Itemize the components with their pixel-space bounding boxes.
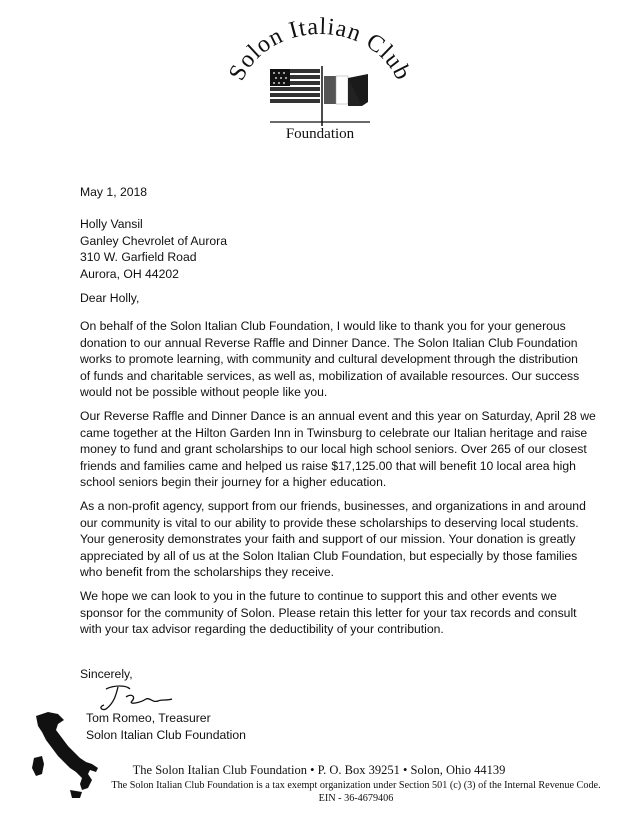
paragraph-line: appreciated by all of us at the Solon Italian Club Foundation, but especially by those families — [80, 548, 578, 563]
logo-arc-text: Solon Italian Club — [223, 14, 417, 85]
letter-date: May 1, 2018 — [80, 185, 148, 199]
paragraph-line: our community is vital to our ability to provide these scholarships to deserving local students. — [80, 515, 579, 530]
paragraph-4 — [80, 588, 577, 638]
flags-icon — [270, 66, 368, 126]
paragraph-line: school seniors begin their journey for a higher education. — [80, 475, 387, 490]
paragraph-line: works to promote learning, with community and cultural development through the distribution — [80, 352, 578, 367]
signer-name: Tom Romeo, Treasurer — [86, 711, 211, 725]
signer-block — [86, 710, 246, 743]
signature-icon — [96, 683, 176, 713]
paragraph-1 — [80, 318, 579, 401]
logo-subtitle: Foundation — [285, 126, 355, 142]
paragraph-line: of funds and charitable services, as well as, mobilization of available resources. Our success — [80, 368, 580, 383]
paragraph-line: came together at the Hilton Garden Inn in Twinsburg to celebrate our Italian heritage and raise — [80, 425, 588, 440]
paragraph-line: On behalf of the Solon Italian Club Foundation, I would like to thank you for your generous — [80, 319, 566, 333]
closing: Sincerely, — [80, 667, 133, 681]
paragraph-line: Our Reverse Raffle and Dinner Dance is an annual event and this year on Saturday, April 28 we — [80, 409, 596, 423]
footer-address: The Solon Italian Club Foundation • P. O. Box 39251 • Solon, Ohio 44139 — [132, 763, 506, 777]
paragraph-line: who benefit from the scholarships they receive. — [80, 565, 335, 580]
recipient-name: Holly Vansil — [80, 217, 143, 231]
salutation: Dear Holly, — [80, 291, 140, 305]
footer-tax-line: The Solon Italian Club Foundation is a tax exempt organization under Section 501 (c) (3) of the Internal Revenue Code. — [111, 780, 601, 791]
footer-ein: EIN - 36-4679406 — [318, 792, 394, 804]
paragraph-line: Your generosity demonstrates your faith and support of our mission. Your donation is greatly — [80, 532, 576, 547]
recipient-street: 310 W. Garfield Road — [80, 250, 197, 265]
signer-organization: Solon Italian Club Foundation — [86, 727, 246, 742]
footer-tax-info — [96, 780, 616, 805]
recipient-city: Aurora, OH 44202 — [80, 266, 179, 281]
paragraph-2 — [80, 408, 596, 491]
paragraph-line: We hope we can look to you in the future to continue to support this and other events we — [80, 589, 557, 603]
recipient-company: Ganley Chevrolet of Aurora — [80, 233, 228, 248]
paragraph-line: sponsor for the community of Solon. Please retain this letter for your tax records and consult — [80, 605, 577, 620]
recipient-address — [80, 216, 227, 282]
paragraph-line: with your tax advisor regarding the deductibility of your contribution. — [80, 622, 444, 637]
italy-map-icon — [28, 710, 104, 802]
paragraph-line: As a non-profit agency, support from our friends, businesses, and organizations in and around — [80, 499, 586, 513]
paragraph-3 — [80, 498, 586, 581]
paragraph-line: friends and families came and helped us raise $17,125.00 that will benefit 10 local area high — [80, 458, 576, 473]
club-logo — [210, 14, 430, 144]
paragraph-line: money to fund and grant scholarships to our local high school seniors. Over 265 of our closest — [80, 442, 587, 457]
paragraph-line: donation to our annual Reverse Raffle and Dinner Dance. The Solon Italian Club Foundation — [80, 335, 578, 350]
paragraph-line: would not be possible without people like you. — [80, 385, 328, 400]
